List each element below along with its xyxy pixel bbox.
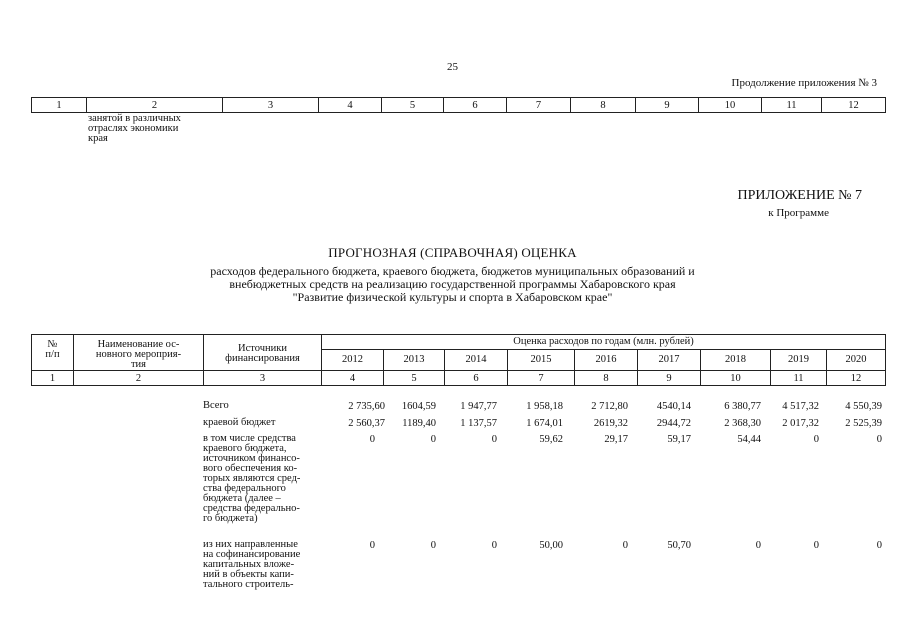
table-row: [31, 418, 885, 434]
value-cell: 1 674,01: [526, 418, 563, 429]
column-number: 7: [507, 98, 571, 113]
value-cell: 50,00: [539, 540, 563, 551]
column-number: 12: [822, 98, 886, 113]
text-line: занятой в различных: [88, 113, 181, 124]
value-cell: 2 017,32: [782, 418, 819, 429]
text-line: края: [88, 133, 108, 144]
page-number: 25: [447, 61, 458, 73]
column-number: 8: [571, 98, 636, 113]
appendix-subtitle: к Программе: [768, 207, 829, 219]
header-year: 2018: [701, 350, 771, 371]
value-cell: 0: [622, 540, 628, 551]
value-cell: 29,17: [604, 434, 628, 445]
subtitle-line: "Развитие физической культуры и спорта в Хабаровском крае": [292, 290, 613, 304]
subtitle-line: внебюджетных средств на реализацию государственной программы Хабаровского края: [229, 277, 676, 291]
header-activity-name: Наименование ос- новного мероприя- тия: [74, 335, 204, 371]
header-year: 2012: [322, 350, 384, 371]
value-cell: 1 947,77: [460, 401, 497, 412]
header-year: 2020: [827, 350, 886, 371]
header-year: 2017: [638, 350, 701, 371]
text-line: отраслях экономики: [88, 123, 179, 134]
value-cell: 4 550,39: [845, 401, 882, 412]
value-cell: 0: [876, 540, 882, 551]
column-number: 5: [384, 371, 445, 386]
value-cell: 1 958,18: [526, 401, 563, 412]
column-number: 9: [638, 371, 701, 386]
value-cell: 2 560,37: [348, 418, 385, 429]
column-number: 8: [575, 371, 638, 386]
header-year: 2015: [508, 350, 575, 371]
value-cell: 2 712,80: [591, 401, 628, 412]
value-cell: 0: [813, 434, 819, 445]
header-estimate: Оценка расходов по годам (млн. рублей): [322, 335, 886, 350]
column-number: 7: [508, 371, 575, 386]
value-cell: 2 525,39: [845, 418, 882, 429]
header-funding-sources: Источники финансирования: [204, 335, 322, 371]
value-cell: 4540,14: [656, 401, 691, 412]
header-year: 2016: [575, 350, 638, 371]
value-cell: 2619,32: [593, 418, 628, 429]
table-row: [31, 434, 885, 540]
value-cell: 0: [430, 434, 436, 445]
value-cell: 0: [369, 540, 375, 551]
value-cell: 1189,40: [402, 418, 436, 429]
value-cell: 0: [491, 434, 497, 445]
column-number: 1: [32, 98, 87, 113]
subtitle-line: расходов федерального бюджета, краевого бюджета, бюджетов муниципальных образований и: [210, 264, 695, 278]
funding-source: из них направленные на софинансирование капитальных вложе- ний в объекты капи- тального строитель-: [203, 539, 301, 590]
column-number: 4: [319, 98, 382, 113]
value-cell: 0: [491, 540, 497, 551]
value-cell: 0: [755, 540, 761, 551]
value-cell: 59,62: [539, 434, 563, 445]
column-number: 9: [636, 98, 699, 113]
expense-estimate-table: [31, 334, 886, 386]
value-cell: 1 137,57: [460, 418, 497, 429]
document-title: ПРОГНОЗНАЯ (СПРАВОЧНАЯ) ОЦЕНКА: [328, 245, 577, 260]
document-subtitle: [120, 265, 785, 304]
column-number: 5: [382, 98, 444, 113]
carried-over-text: [88, 114, 228, 144]
value-cell: 0: [430, 540, 436, 551]
column-number: 3: [204, 371, 322, 386]
value-cell: 6 380,77: [724, 401, 761, 412]
value-cell: 0: [369, 434, 375, 445]
column-number: 11: [771, 371, 827, 386]
column-number: 12: [827, 371, 886, 386]
value-cell: 59,17: [667, 434, 691, 445]
value-cell: 2 368,30: [724, 418, 761, 429]
column-number: 6: [444, 98, 507, 113]
header-year: 2019: [771, 350, 827, 371]
appendix-title: ПРИЛОЖЕНИЕ № 7: [737, 188, 862, 203]
column-number: 4: [322, 371, 384, 386]
value-cell: 2 735,60: [348, 401, 385, 412]
column-number: 10: [699, 98, 762, 113]
value-cell: 0: [813, 540, 819, 551]
value-cell: 2944,72: [656, 418, 691, 429]
funding-source: краевой бюджет: [203, 417, 276, 428]
column-number: 2: [87, 98, 223, 113]
column-number: 10: [701, 371, 771, 386]
column-number: 1: [32, 371, 74, 386]
value-cell: 4 517,32: [782, 401, 819, 412]
column-number: 3: [223, 98, 319, 113]
table-row: [31, 401, 885, 418]
funding-source: в том числе средства краевого бюджета, источником финансо- вого обеспечения ко- торых являются сред- ства федерального бюджета (далее – средства федерально- го бюджета): [203, 433, 301, 524]
column-number: 6: [445, 371, 508, 386]
header-year: 2014: [445, 350, 508, 371]
table-body: [31, 401, 885, 600]
header-year: 2013: [384, 350, 445, 371]
header-number: № п/п: [32, 335, 74, 371]
continued-table-header: [31, 97, 886, 113]
column-number: 2: [74, 371, 204, 386]
funding-source: Всего: [203, 400, 229, 411]
value-cell: 54,44: [737, 434, 761, 445]
table-row: [31, 540, 885, 600]
continuation-label: Продолжение приложения № 3: [731, 77, 877, 89]
column-number: 11: [762, 98, 822, 113]
value-cell: 1604,59: [401, 401, 436, 412]
value-cell: 0: [876, 434, 882, 445]
value-cell: 50,70: [667, 540, 691, 551]
